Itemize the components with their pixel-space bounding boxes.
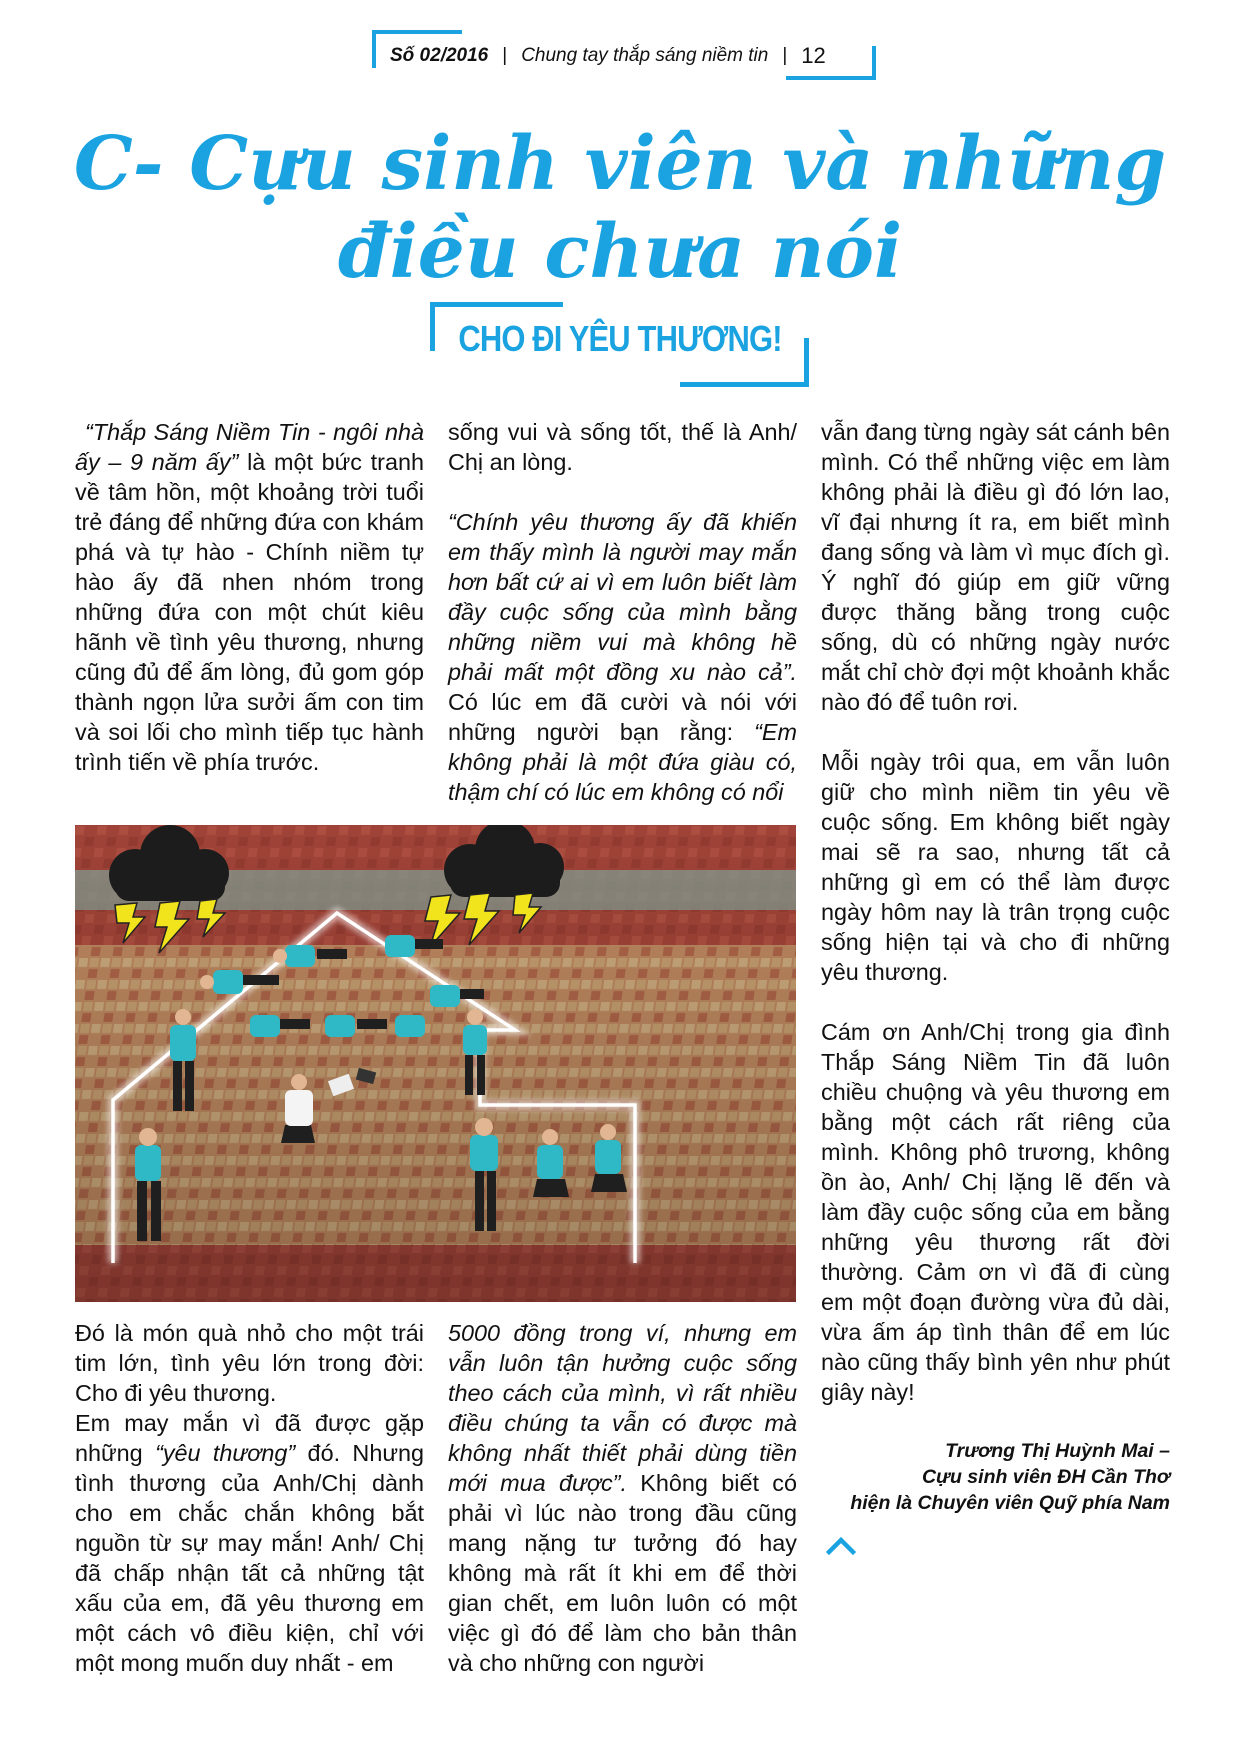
article-title-line-1: C- Cựu sinh viên và những [73,121,1167,207]
chevron-up-icon [826,1530,856,1560]
quote-text: “Em không phải là một đứa giàu có, thậm chí có lúc em không có nổi [448,719,797,805]
article-title [60,120,1180,296]
body-text: Có lúc em đã cười và nói với những người bạn rằng: [448,689,797,745]
column-1-top [75,417,424,777]
group-photo-illustration [75,825,796,1302]
header-separator-2: | [782,45,788,66]
paragraph: Đó là món quà nhỏ cho một trái tim lớn, tình yêu lớn trong đời: Cho đi yêu thương. [75,1320,424,1406]
author-name: Trương Thị Huỳnh Mai – [945,1440,1170,1462]
body-text: là một bức tranh về tâm hồn, một khoảng trời tuổi trẻ đáng để những đứa con khám phá và tự hào - Chính niềm tự hào ấy đã nhen nhóm trong những đứa con một chút kiêu hãnh về tình yêu thương, nhưng cũng đủ để ấm lòng, đủ gom góp thành ngọn lửa sưởi ấm con tim và soi lối cho mình tiếp tục hành trình tiến về phía trước. [75,449,424,775]
article-title-line-2: điều chưa nói [337,209,903,295]
body-text: Không biết có phải vì lúc nào trong đầu cũng mang nặng tư tưởng đó hay không mà rất ít khi em để thời gian chết, em luôn luôn có một việc gì đó để làm cho bản thân và cho những con người [448,1470,797,1676]
paragraph: vẫn đang từng ngày sát cánh bên mình. Có thể những việc em làm không phải là điều gì đó lớn lao, vĩ đại nhưng ít ra, em biết mình đang sống và làm vì mục đích gì. Ý nghĩ đó giúp em giữ vững được thăng bằng trong cuộc sống, dù có những ngày nước mắt chỉ chờ đợi một khoảnh khắc nào đó để tuôn rơi. [821,419,1170,715]
column-2-bottom [448,1318,797,1678]
author-signature [760,1438,1170,1516]
body-text: đó. Nhưng tình thương của Anh/Chị dành cho em chắc chắn không bắt nguồn từ sự may mắn! Anh/ Chị đã chấp nhận tất cả những tật xấu của em, đã yêu thương em một cách vô điều kiện, chỉ với một mong muốn duy nhất - em [75,1440,425,1676]
column-3 [821,417,1170,1407]
article-photo [75,825,796,1302]
quote-text: “Thắp Sáng Niềm Tin - ngôi nhà ấy – 9 năm ấy” [75,419,424,475]
issue-number: Số 02/2016 [390,45,489,66]
quote-text: “yêu thương” [155,1440,296,1466]
body-text: Em may mắn vì đã được gặp những [75,1410,424,1466]
quote-text: 5000 đồng trong ví, nhưng em vẫn luôn tận hưởng cuộc sống theo cách của mình, vì rất nhiều điều chúng ta vẫn có được mà không nhất thiết phải dùng tiền mới mua được”. [448,1320,797,1496]
quote-text: “Chính yêu thương ấy đã khiến em thấy mình là người may mắn hơn bất cứ ai vì em luôn biết làm đầy cuộc sống của mình bằng những niềm vui mà không hề phải mất một đồng xu nào cả”. [448,509,797,685]
paragraph: sống vui và sống tốt, thế là Anh/ Chị an lòng. [448,419,797,475]
page-number: 12 [801,43,826,68]
paragraph [75,1408,424,1678]
paragraph: Mỗi ngày trôi qua, em vẫn luôn giữ cho mình niềm tin yêu về cuộc sống. Em không biết ngày mai sẽ ra sao, nhưng tất cả những gì em có thể làm được ngày hôm nay là trân trọng cuộc sống hiện tại và cho đi những yêu thương. [821,749,1170,985]
paragraph [448,1318,797,1678]
paragraph: Cám ơn Anh/Chị trong gia đình Thắp Sáng Niềm Tin đã luôn chiều chuộng và yêu thương em bằng một cách rất riêng của mình. Không phô trương, không ồn ào, Anh/ Chị lặng lẽ đến và làm đầy cuộc sống của em bằng những yêu thương rất đời thường. Cảm ơn vì đã đi cùng em một đoạn đường vừa đủ dài, vừa ấm áp tình thân để em lúc nào cũng thấy bình yên như phút giây này! [821,1019,1170,1405]
paragraph [75,417,424,777]
article-subtitle: CHO ĐI YÊU THƯƠNG! [458,318,782,359]
running-header [390,40,826,72]
column-1-bottom [75,1318,424,1678]
column-2-top [448,417,797,807]
paragraph [448,507,797,807]
magazine-title: Chung tay thắp sáng niềm tin [521,45,769,66]
header-separator: | [502,45,508,66]
author-position: hiện là Chuyên viên Quỹ phía Nam [850,1492,1170,1514]
author-affiliation: Cựu sinh viên ĐH Cần Thơ [921,1466,1170,1488]
